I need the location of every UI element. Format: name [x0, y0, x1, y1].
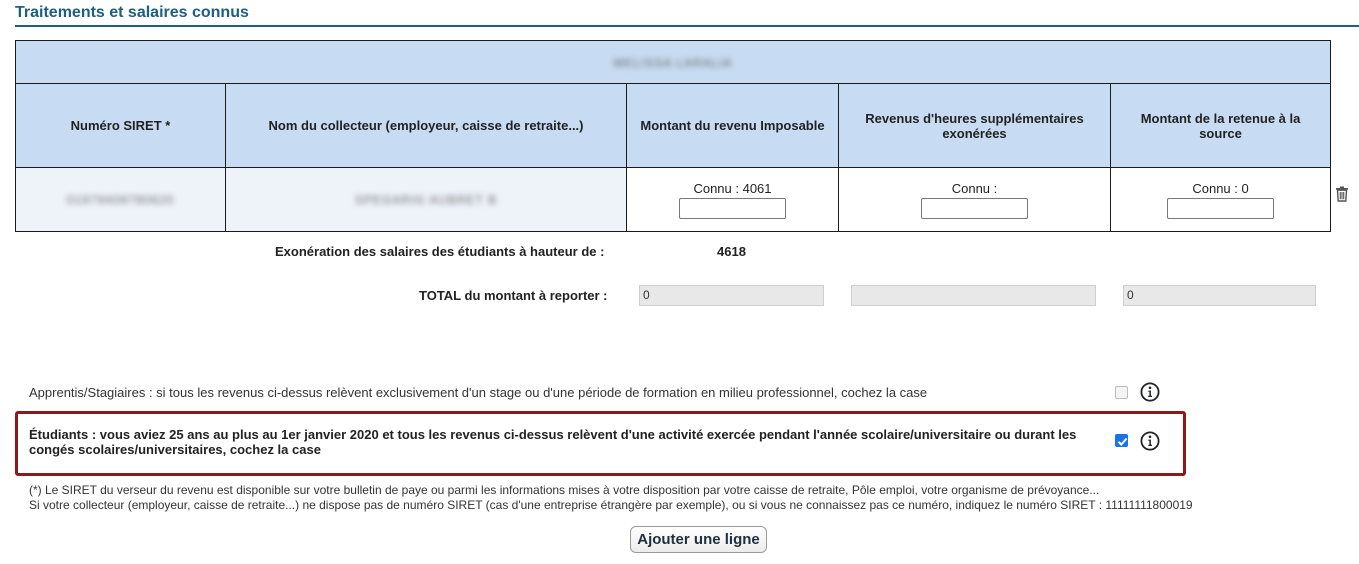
header-withholding: Montant de la retenue à la source: [1111, 84, 1331, 168]
checkmark-icon: [1117, 436, 1128, 447]
apprentices-checkbox[interactable]: [1115, 386, 1128, 399]
header-overtime-income: Revenus d'heures supplémentaires exonérées: [839, 84, 1111, 168]
siret-footnote-line1: (*) Le SIRET du verseur du revenu est disponible sur votre bulletin de paye ou parmi les informations mises à votre disposition par votre caisse de retraite, Pôle emploi, votre organisme de prévoyance...: [29, 483, 1100, 497]
header-siret: Numéro SIRET *: [16, 84, 226, 168]
employer-name: MELISSA LARALIA: [613, 55, 733, 70]
students-checkbox[interactable]: [1115, 434, 1128, 447]
overtime-income-input[interactable]: [921, 198, 1028, 219]
siret-value: 01979409780620: [66, 193, 175, 207]
exoneration-value: 4618: [717, 244, 746, 259]
students-text: Étudiants : vous aviez 25 ans au plus au 1er janvier 2020 et tous les revenus ci-dessus relèvent d'une activité exercée pendant l'année scolaire/universitaire ou durant les congés scolaires/universitaires, cochez la case: [29, 427, 1077, 457]
known-overtime-label: Connu :: [951, 180, 998, 196]
info-icon[interactable]: [1140, 431, 1160, 451]
apprentices-text: Apprentis/Stagiaires : si tous les revenus ci-dessus relèvent exclusivement d'un stage ou d'une période de formation en milieu professionnel, cochez la case: [29, 385, 928, 400]
taxable-income-input[interactable]: [679, 198, 786, 219]
header-taxable-income: Montant du revenu Imposable: [627, 84, 839, 168]
add-line-button[interactable]: Ajouter une ligne: [630, 526, 767, 553]
collector-value: SPEGARIG AUBRET B: [354, 193, 498, 207]
info-icon[interactable]: [1140, 382, 1160, 402]
withholding-input[interactable]: [1167, 198, 1274, 219]
total-label: TOTAL du montant à reporter :: [419, 288, 608, 303]
taxable-income-cell: [627, 168, 839, 232]
title-divider: [15, 25, 1359, 27]
trash-icon[interactable]: [1335, 186, 1349, 202]
known-withholding-label: Connu : 0: [1192, 180, 1249, 196]
table-row: [16, 168, 1331, 232]
total-withholding-field: 0: [1123, 285, 1316, 306]
total-income-field: 0: [639, 285, 824, 306]
total-overtime-field: [851, 285, 1096, 306]
exoneration-label: Exonération des salaires des étudiants à hauteur de :: [275, 244, 605, 259]
siret-cell: [16, 168, 226, 232]
header-collector: Nom du collecteur (employeur, caisse de retraite...): [226, 84, 627, 168]
known-income-label: Connu : 4061: [693, 180, 772, 196]
withholding-cell: [1111, 168, 1331, 232]
siret-footnote-line2: Si votre collecteur (employeur, caisse de retraite...) ne dispose pas de numéro SIRET (cas d'une entreprise étrangère par exemple), ou si vous ne connaissez pas ce numéro, indiquez le numéro SIRET : 11111111800019: [29, 498, 1193, 512]
collector-cell: [226, 168, 627, 232]
salaries-table: [15, 40, 1331, 232]
employer-name-cell: [16, 41, 1331, 84]
section-title: Traitements et salaires connus: [15, 4, 249, 21]
overtime-income-cell: [839, 168, 1111, 232]
